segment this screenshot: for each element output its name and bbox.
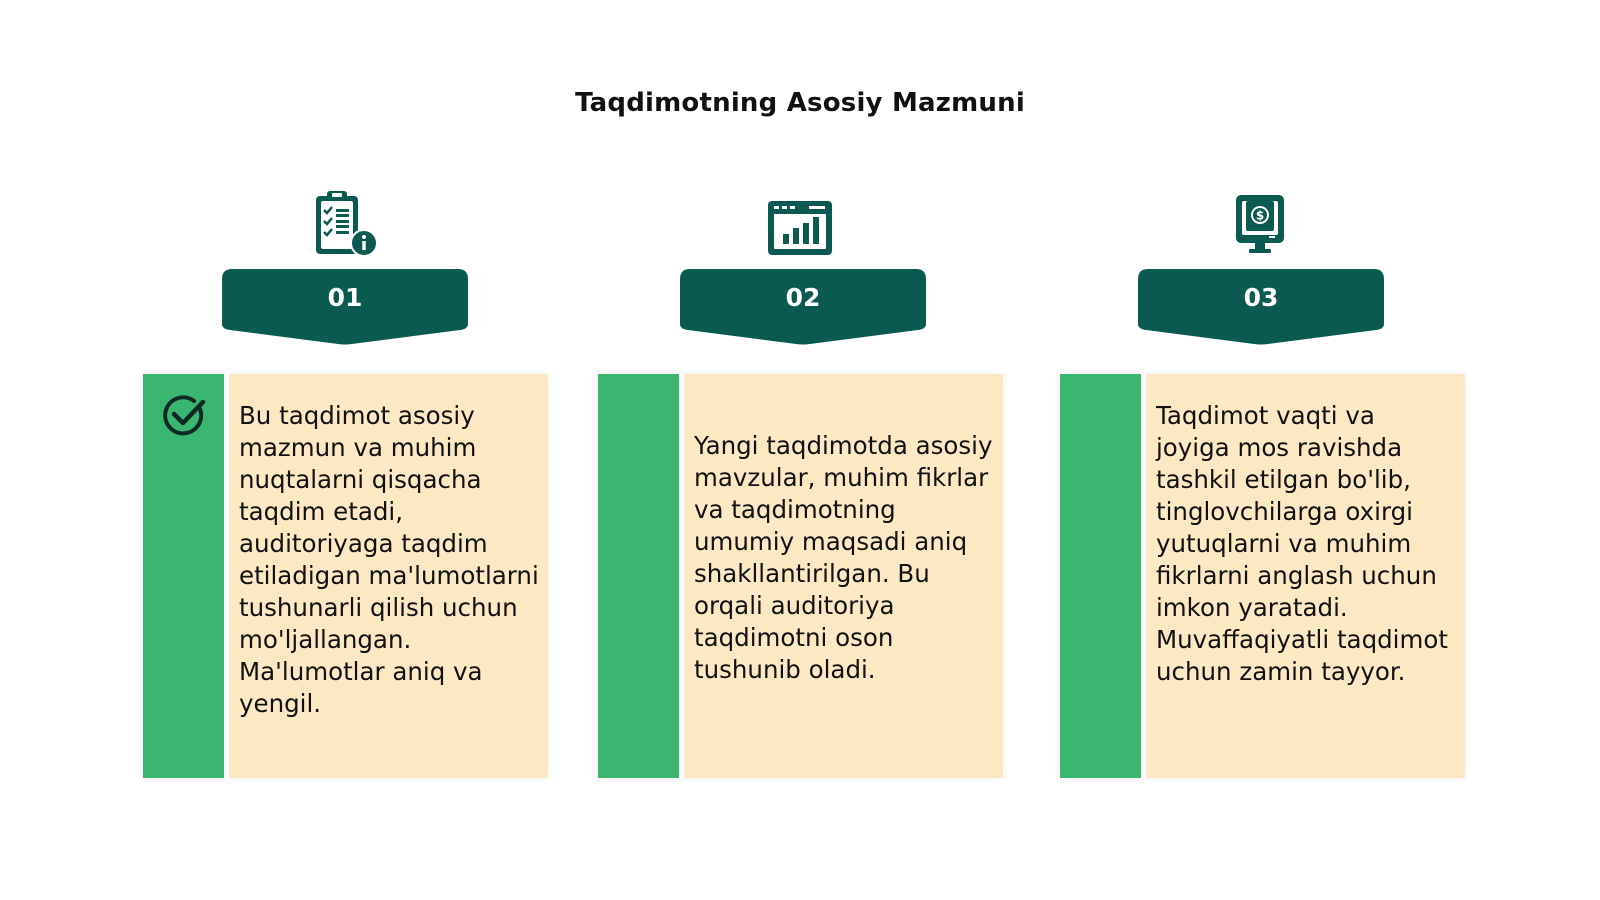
content-card-03 <box>1060 374 1465 778</box>
card-description: Taqdimot vaqti va joyiga mos ravishda tashkil etilgan bo'lib, tinglovchilarga oxirgi yutuqlarni va muhim fikrlarni anglash uchun imkon yaratadi. Muvaffaqiyatli taqdimot uchun zamin tayyor. <box>1156 401 1448 686</box>
step-number: 03 <box>1243 283 1279 312</box>
card-accent-bar <box>598 374 679 778</box>
svg-text:$: $ <box>1255 208 1265 223</box>
step-badge-03 <box>1138 269 1384 345</box>
content-card-02 <box>598 374 1003 778</box>
page-title: Taqdimotning Asosiy Mazmuni <box>575 88 1025 118</box>
step-badge-01 <box>222 269 468 345</box>
card-description: Yangi taqdimotda asosiy mavzular, muhim fikrlar va taqdimotning umumiy maqsadi aniq shakllantirilgan. Bu orqali auditoriya taqdimotni oson tushunib oladi. <box>694 431 993 684</box>
card-accent-bar <box>143 374 224 778</box>
card-accent-bar <box>1060 374 1141 778</box>
step-badge-02 <box>680 269 926 345</box>
check-circle-icon <box>161 392 209 440</box>
content-card-01 <box>143 374 548 778</box>
card-description: Bu taqdimot asosiy mazmun va muhim nuqtalarni qisqacha taqdim etadi, auditoriyaga taqdim etiladigan ma'lumotlarni tushunarli qilish uchun mo'ljallangan. Ma'lumotlar aniq va yengil. <box>239 401 539 718</box>
bar-chart-window-icon <box>765 188 835 258</box>
step-number: 01 <box>327 283 363 312</box>
step-number: 02 <box>785 283 821 312</box>
dollar-monitor-icon <box>1225 188 1295 258</box>
clipboard-checklist-info-icon <box>310 188 380 258</box>
